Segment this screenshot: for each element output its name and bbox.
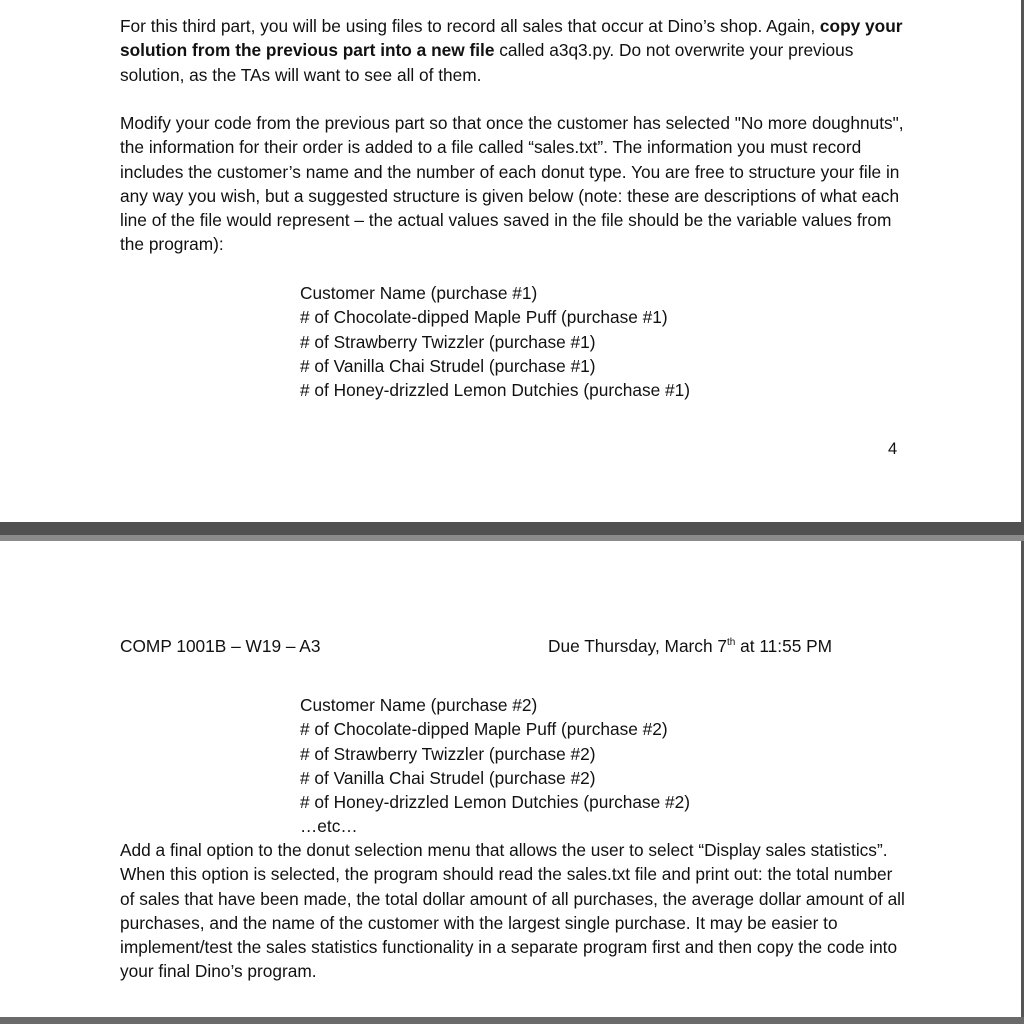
file-structure-list-1: [300, 281, 920, 402]
file-structure-list-2: [300, 693, 920, 839]
page-bottom-edge: [0, 1017, 1024, 1024]
structure-line: # of Vanilla Chai Strudel (purchase #1): [300, 355, 596, 376]
modify-code-paragraph: Modify your code from the previous part so that once the customer has selected "No more doughnuts", the information for their order is added to a file called “sales.txt”. The information you must record includes the customer’s name and the number of each donut type. You are free to structure your file in any way you wish, but a suggested structure is given below (note: these are descriptions of what each line of the file would represent – the actual values saved in the file should be the variable values from the program):: [120, 113, 904, 255]
intro-bold-instruction: copy your solution from the previous part into a new file: [120, 16, 903, 61]
due-date-time: at 11:55 PM: [735, 636, 833, 656]
sales-statistics-paragraph: Add a final option to the donut selection menu that allows the user to select “Display sales statistics”. When this option is selected, the program should read the sales.txt file and print out: the total number of sales that have been made, the total dollar amount of all purchases, the average dollar amount of all purchases, and the name of the customer with the largest single purchase. It may be easier to implement/test the sales statistics functionality in a separate program first and then copy the code into your final Dino’s program.: [120, 840, 905, 982]
page-separator: [0, 522, 1024, 535]
due-date-header: [548, 636, 832, 657]
structure-line: …etc…: [300, 816, 358, 837]
intro-text-start: For this third part, you will be using files to record all sales that occur at Dino’s shop. Again,: [120, 16, 820, 36]
intro-paragraph: [120, 14, 910, 87]
structure-line: # of Chocolate-dipped Maple Puff (purchase #1): [300, 307, 668, 328]
structure-line: Customer Name (purchase #1): [300, 283, 538, 303]
structure-line: # of Honey-drizzled Lemon Dutchies (purchase #2): [300, 792, 690, 813]
due-date-text: Due Thursday, March 7: [548, 636, 727, 656]
structure-line: Customer Name (purchase #2): [300, 695, 538, 715]
structure-line: # of Chocolate-dipped Maple Puff (purchase #2): [300, 719, 668, 740]
structure-line: # of Strawberry Twizzler (purchase #2): [300, 743, 596, 764]
intro-text-end: called a3q3.py. Do not overwrite your previous solution, as the TAs will want to see all of them.: [120, 40, 854, 85]
structure-line: # of Honey-drizzled Lemon Dutchies (purchase #1): [300, 380, 690, 401]
structure-line: # of Vanilla Chai Strudel (purchase #2): [300, 767, 596, 788]
course-header: COMP 1001B – W19 – A3: [120, 636, 321, 656]
structure-line: # of Strawberry Twizzler (purchase #1): [300, 331, 596, 352]
due-date-suffix: th: [726, 637, 736, 648]
page-number: 4: [888, 440, 898, 458]
